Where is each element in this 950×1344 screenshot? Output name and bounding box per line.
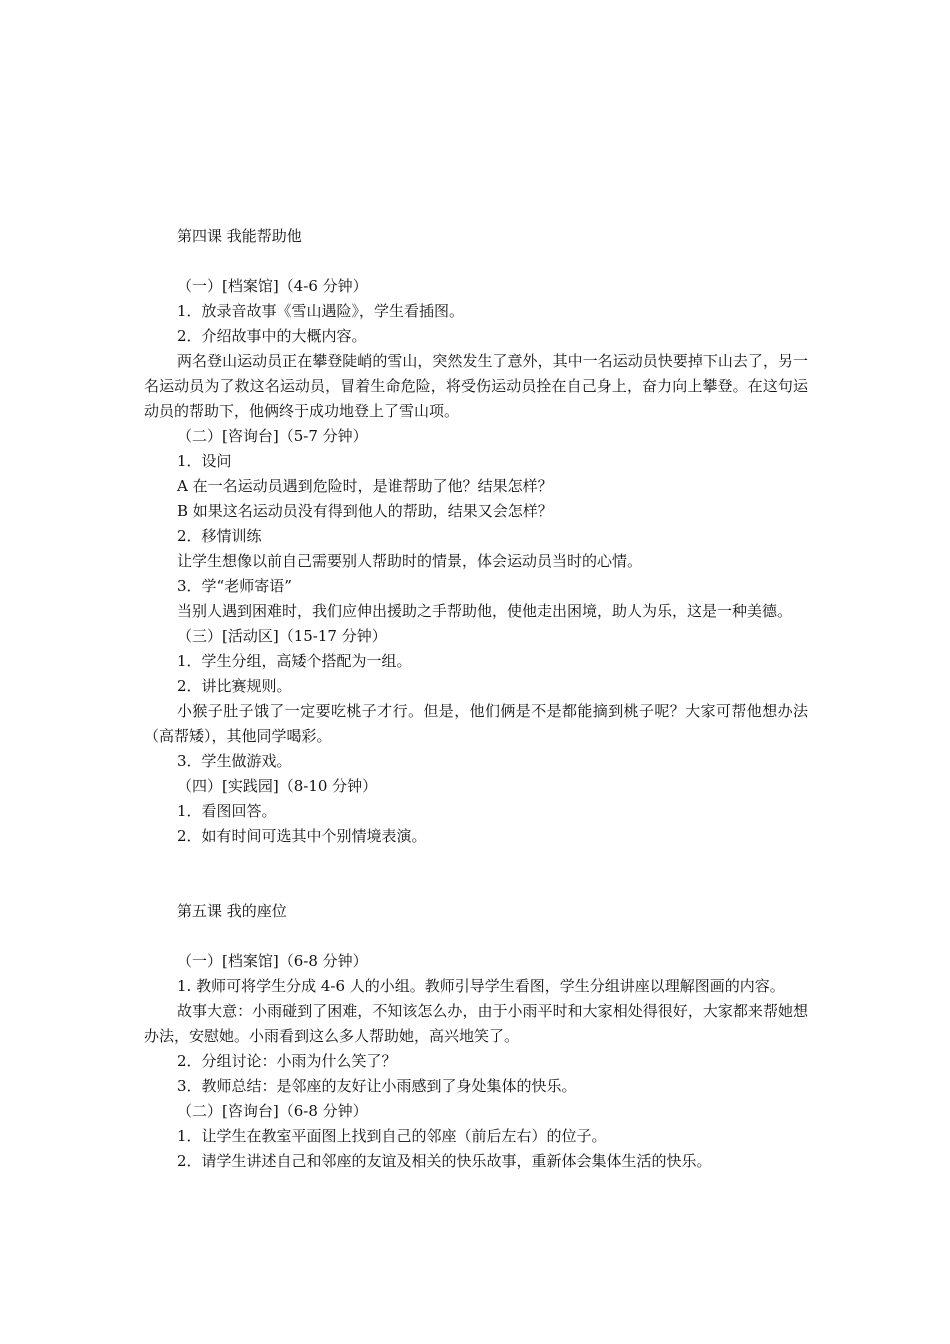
- spacer: [144, 249, 808, 274]
- lesson4-title: 第四课 我能帮助他: [177, 227, 302, 245]
- lesson4-section1-item2: 2．介绍故事中的大概内容。: [177, 327, 367, 345]
- spacer: [144, 849, 808, 899]
- lesson5-story-paragraph: 故事大意：小雨碰到了困难，不知该怎么办，由于小雨平时和大家相处得很好，大家都来帮她想办法，安慰她。小雨看到这么多人帮助她，高兴地笑了。: [144, 1002, 808, 1045]
- lesson5-title: 第五课 我的座位: [177, 902, 287, 920]
- lesson5-section1-item3: 3．教师总结：是邻座的友好让小雨感到了身处集体的快乐。: [177, 1077, 577, 1095]
- lesson4-section3-item2: 2．讲比赛规则。: [177, 677, 292, 695]
- lesson4-section4-heading: （四）[实践园]（8-10 分钟）: [177, 777, 378, 795]
- lesson4-section3-item1: 1．学生分组，高矮个搭配为一组。: [177, 652, 412, 670]
- lesson4-section2-item1: 1．设问: [177, 452, 232, 470]
- lesson5-section1-heading: （一）[档案馆]（6-8 分钟）: [177, 952, 368, 970]
- spacer: [144, 924, 808, 949]
- lesson4-section2-item2: 2．移情训练: [177, 527, 262, 545]
- lesson4-section3-heading: （三）[活动区]（15-17 分钟）: [177, 627, 387, 645]
- lesson4-section2-heading: （二）[咨询台]（5-7 分钟）: [177, 427, 368, 445]
- lesson4-section3-item3: 3．学生做游戏。: [177, 752, 292, 770]
- lesson4-game-rules: 小猴子肚子饿了一定要吃桃子才行。但是，他们俩是不是都能摘到桃子呢？大家可帮他想办法（高帮矮），其他同学喝彩。: [144, 702, 808, 745]
- lesson4-section4-item2: 2．如有时间可选其中个别情境表演。: [177, 827, 427, 845]
- lesson4-question-b: B 如果这名运动员没有得到他人的帮助，结果又会怎样？: [177, 502, 553, 520]
- lesson5-section2-heading: （二）[咨询台]（6-8 分钟）: [177, 1102, 368, 1120]
- lesson5-section1-item2: 2．分组讨论：小雨为什么笑了？: [177, 1052, 397, 1070]
- lesson5-section2-item1: 1．让学生在教室平面图上找到自己的邻座（前后左右）的位子。: [177, 1127, 607, 1145]
- lesson5-section2-item2: 2．请学生讲述自己和邻座的友谊及相关的快乐故事，重新体会集体生活的快乐。: [177, 1152, 712, 1170]
- lesson4-story-paragraph: 两名登山运动员正在攀登陡峭的雪山，突然发生了意外，其中一名运动员快要掉下山去了，另一名运动员为了救这名运动员，冒着生命危险，将受伤运动员拴在自己身上，奋力向上攀登。在这句运动员的帮助下，他俩终于成功地登上了雪山项。: [144, 352, 808, 420]
- lesson4-section4-item1: 1．看图回答。: [177, 802, 277, 820]
- lesson4-teacher-message: 当别人遇到困难时，我们应伸出援助之手帮助他，使他走出困境，助人为乐，这是一种美德。: [177, 602, 793, 620]
- lesson4-empathy-text: 让学生想像以前自己需要别人帮助时的情景，体会运动员当时的心情。: [177, 552, 643, 570]
- lesson5-section1-item1: 1. 教师可将学生分成 4-6 人的小组。教师引导学生看图，学生分组讲座以理解图画的内容。: [177, 977, 785, 995]
- lesson4-question-a: A 在一名运动员遇到危险时，是谁帮助了他？结果怎样？: [177, 477, 553, 495]
- lesson4-section1-item1: 1．放录音故事《雪山遇险》，学生看插图。: [177, 302, 465, 320]
- document-body: [144, 224, 808, 1174]
- lesson4-section1-heading: （一）[档案馆]（4-6 分钟）: [177, 277, 368, 295]
- lesson4-section2-item3: 3．学“老师寄语”: [177, 577, 292, 595]
